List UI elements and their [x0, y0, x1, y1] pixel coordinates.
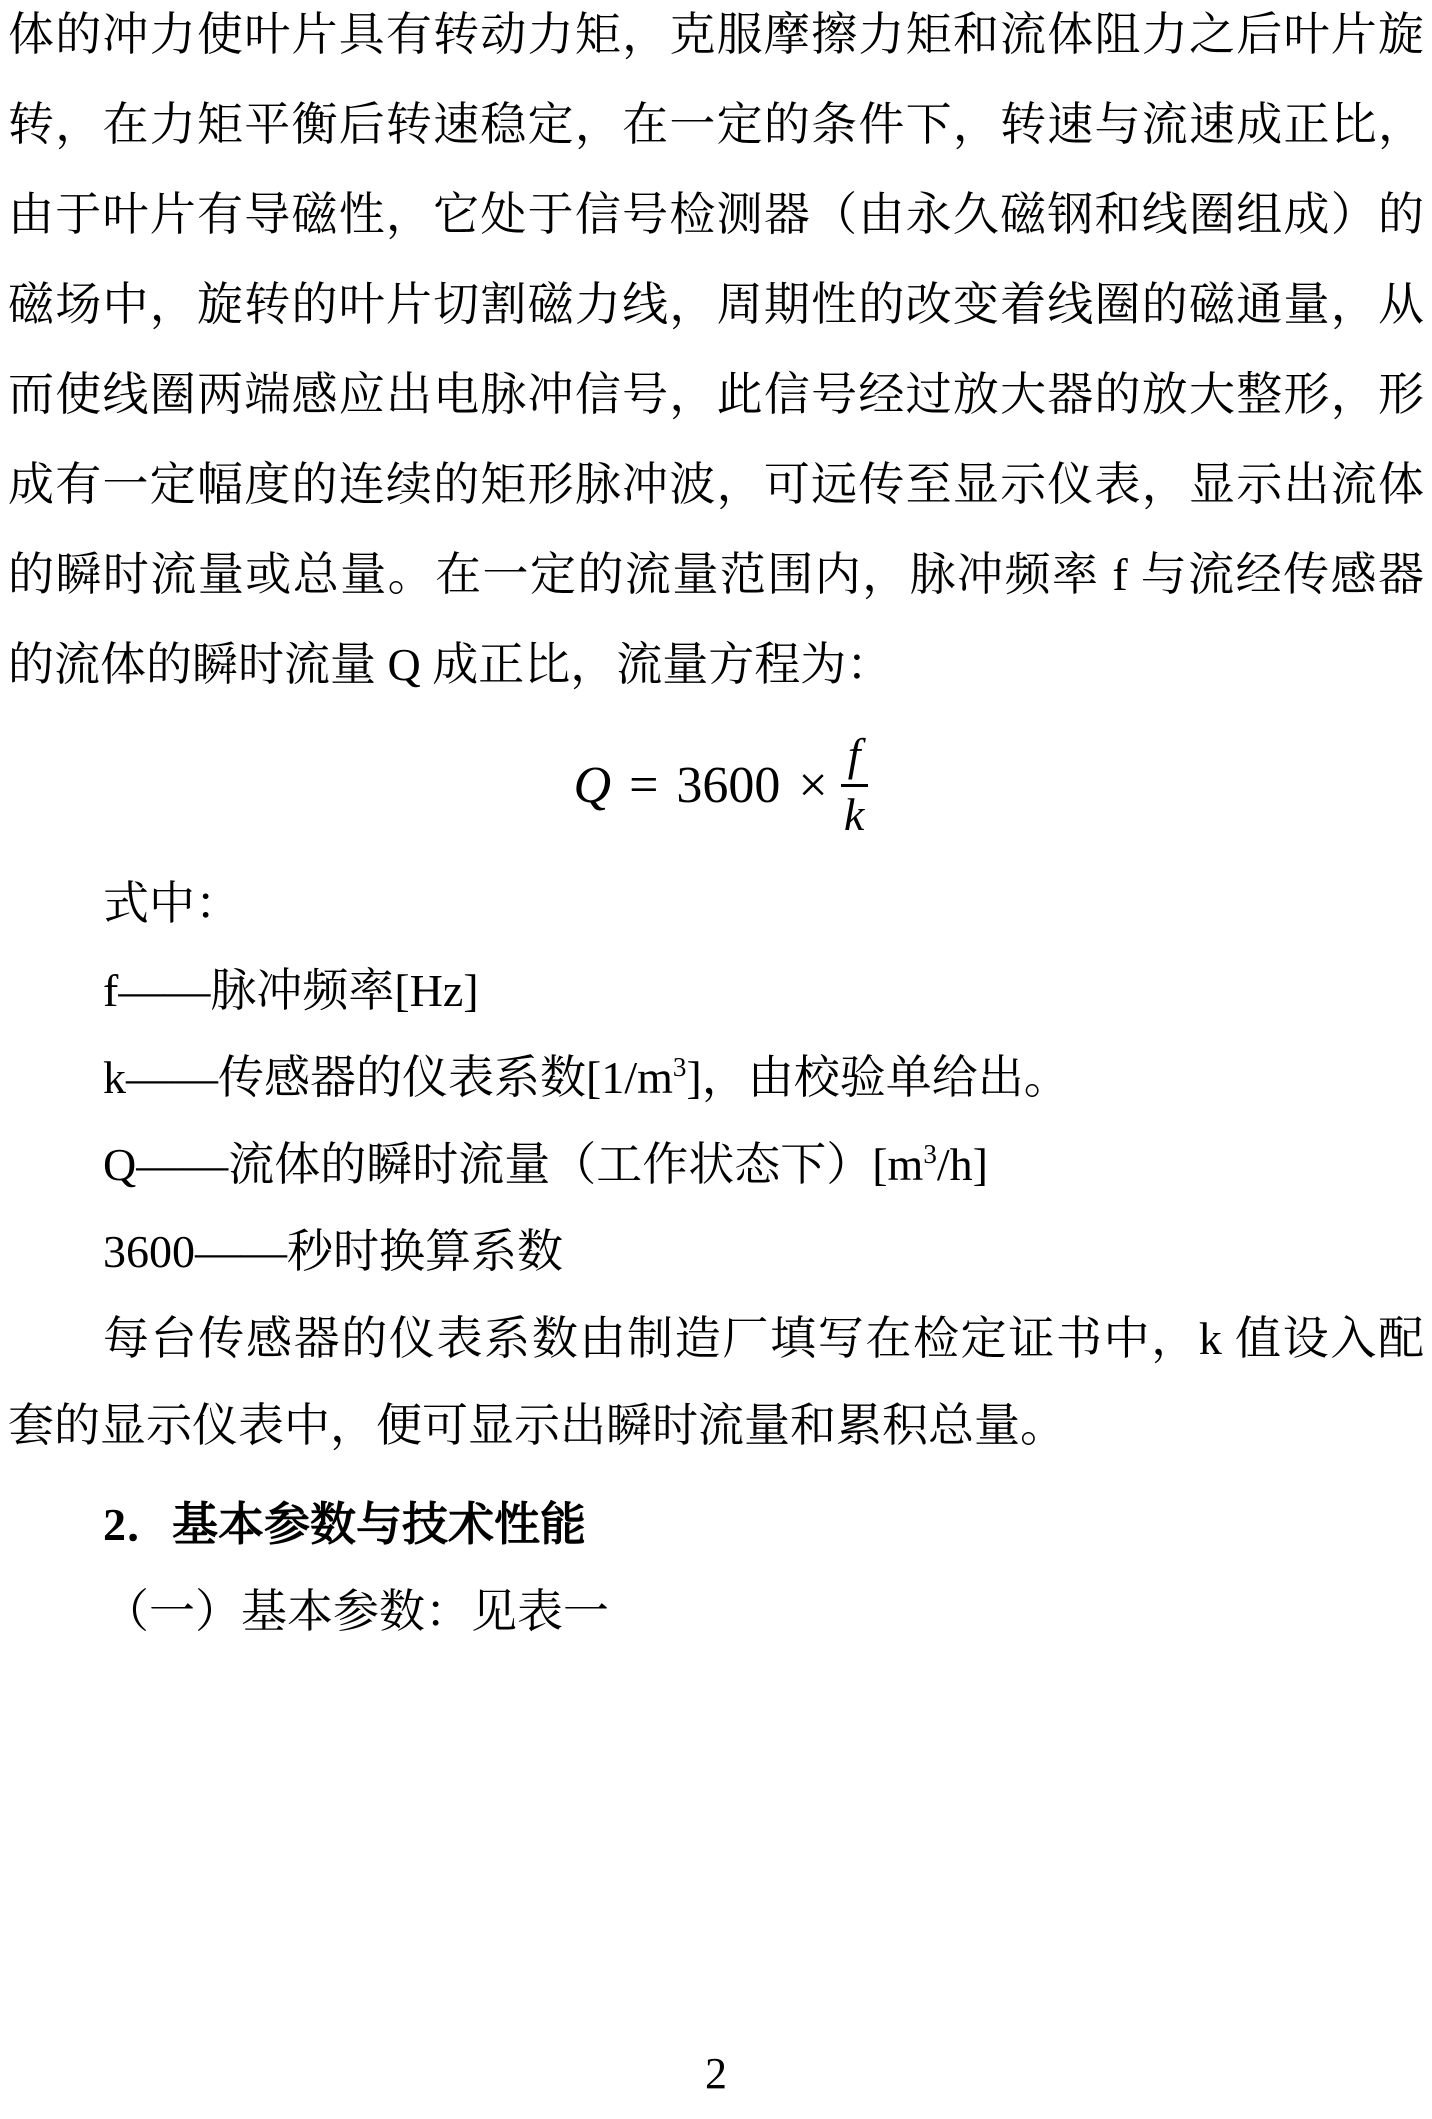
- definition-text: k——传感器的仪表系数[1/m: [103, 1052, 673, 1103]
- definition-line-f: [8, 947, 1424, 1034]
- flow-equation: [0, 710, 1432, 860]
- text-line: 由于叶片有导磁性，它处于信号检测器（由永久磁钢和线圈组成）的: [8, 189, 1424, 240]
- text-line: 而使线圈两端感应出电脉冲信号，此信号经过放大器的放大整形，形: [8, 369, 1424, 420]
- where-label: 式中：: [103, 878, 241, 929]
- definition-line-k: [8, 1034, 1424, 1121]
- definitions-block: [0, 860, 1432, 1655]
- superscript: 3: [672, 1052, 687, 1082]
- definition-text: 3600——秒时换算系数: [103, 1226, 563, 1277]
- text-line: 的流体的瞬时流量 Q 成正比，流量方程为：: [8, 639, 893, 690]
- intro-paragraph: [0, 0, 1432, 710]
- fraction: [841, 731, 868, 839]
- subsection-heading: （一）基本参数：见表一: [103, 1586, 609, 1637]
- text-line: 转，在力矩平衡后转速稳定，在一定的条件下，转速与流速成正比，: [8, 99, 1424, 150]
- superscript: 3: [923, 1139, 937, 1169]
- formula-lhs: Q: [573, 756, 612, 814]
- definition-text: ]，由校验单给出。: [686, 1052, 1070, 1103]
- formula-coefficient: 3600: [676, 756, 781, 814]
- multiply-sign: ×: [798, 756, 828, 814]
- definition-line-q: [8, 1121, 1424, 1208]
- closing-line: 套的显示仪表中，便可显示出瞬时流量和累积总量。: [8, 1400, 1066, 1451]
- closing-line: 每台传感器的仪表系数由制造厂填写在检定证书中，k 值设入配: [103, 1313, 1424, 1364]
- definition-text: Q——流体的瞬时流量（工作状态下）[m: [103, 1139, 924, 1190]
- page-number: 2: [705, 2049, 727, 2098]
- definition-line-3600: [8, 1208, 1424, 1295]
- equals-sign: =: [629, 756, 659, 814]
- fraction-numerator: f: [841, 731, 868, 786]
- text-line: 的瞬时流量或总量。在一定的流量范围内，脉冲频率 f 与流经传感器: [8, 549, 1424, 600]
- text-line: 成有一定幅度的连续的矩形脉冲波，可远传至显示仪表，显示出流体: [8, 459, 1424, 510]
- section-heading: 2．基本参数与技术性能: [103, 1499, 586, 1550]
- fraction-denominator: k: [843, 788, 865, 840]
- text-line: 体的冲力使叶片具有转动力矩，克服摩擦力矩和流体阻力之后叶片旋: [8, 9, 1424, 60]
- definition-text: /h]: [936, 1139, 988, 1190]
- text-line: 磁场中，旋转的叶片切割磁力线，周期性的改变着线圈的磁通量，从: [8, 279, 1424, 330]
- definition-text: f——脉冲频率[Hz]: [103, 965, 479, 1016]
